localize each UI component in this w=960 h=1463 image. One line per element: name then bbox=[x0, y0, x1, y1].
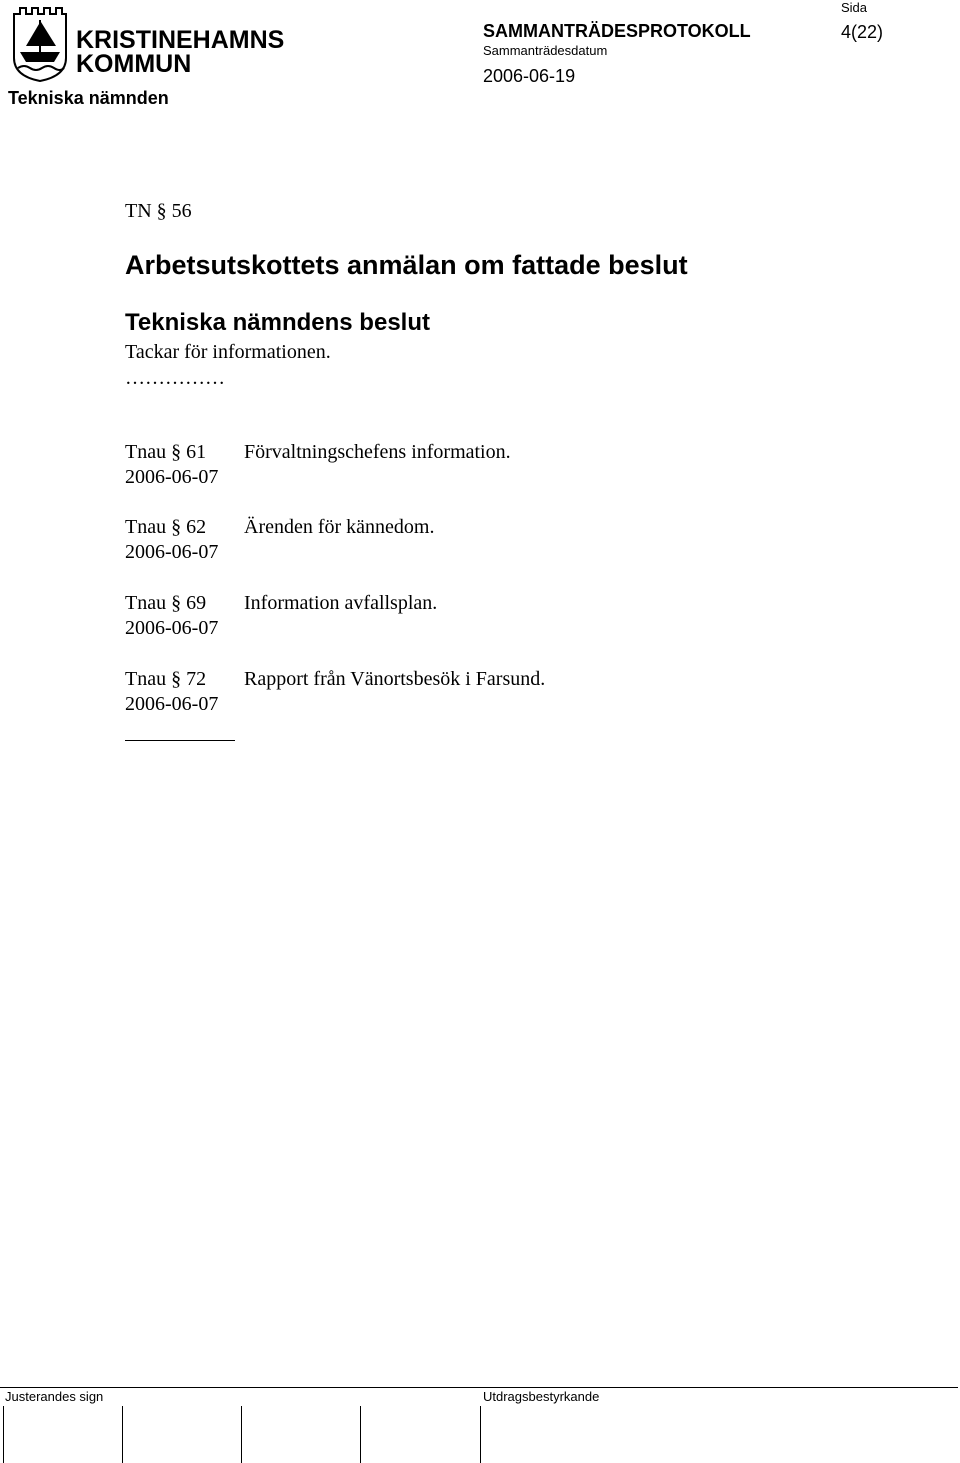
signature-box-divider bbox=[3, 1406, 4, 1463]
section-end-rule bbox=[125, 740, 235, 741]
item-description: Information avfallsplan. bbox=[244, 592, 438, 614]
item-description: Rapport från Vänortsbesök i Farsund. bbox=[244, 668, 546, 690]
item-date: 2006-06-07 bbox=[125, 693, 219, 715]
signature-box-divider bbox=[241, 1406, 242, 1463]
item-reference: Tnau § 69 bbox=[125, 592, 207, 614]
coat-of-arms-icon bbox=[12, 6, 285, 82]
item-date: 2006-06-07 bbox=[125, 466, 219, 488]
item-reference: Tnau § 62 bbox=[125, 516, 207, 538]
dotted-separator: …………… bbox=[125, 367, 225, 389]
municipality-logo bbox=[12, 6, 285, 82]
footer-divider bbox=[0, 1387, 958, 1388]
certification-box-divider bbox=[480, 1406, 481, 1463]
decision-heading: Tekniska nämndens beslut bbox=[125, 309, 430, 336]
section-heading: Arbetsutskottets anmälan om fattade beslut bbox=[125, 250, 688, 280]
decision-text: Tackar för informationen. bbox=[125, 341, 331, 363]
logo-wordmark-line2: KOMMUN bbox=[76, 50, 192, 78]
signature-box-divider bbox=[122, 1406, 123, 1463]
item-reference: Tnau § 72 bbox=[125, 668, 207, 690]
item-description: Ärenden för kännedom. bbox=[244, 516, 435, 538]
page-label: Sida bbox=[841, 0, 868, 15]
item-reference: Tnau § 61 bbox=[125, 441, 207, 463]
logo-wordmark-line1: KRISTINEHAMNS bbox=[76, 26, 285, 54]
item-description: Förvaltningschefens information. bbox=[244, 441, 511, 463]
paragraph-reference: TN § 56 bbox=[125, 200, 192, 222]
committee-name: Tekniska nämnden bbox=[8, 88, 169, 108]
item-date: 2006-06-07 bbox=[125, 541, 219, 563]
signature-label: Justerandes sign bbox=[5, 1389, 104, 1404]
meeting-date-label: Sammanträdesdatum bbox=[483, 43, 608, 58]
signature-box-divider bbox=[360, 1406, 361, 1463]
page-number: 4(22) bbox=[841, 22, 884, 42]
item-date: 2006-06-07 bbox=[125, 617, 219, 639]
meeting-date: 2006-06-19 bbox=[483, 66, 576, 86]
document-type: SAMMANTRÄDESPROTOKOLL bbox=[483, 21, 751, 41]
certification-label: Utdragsbestyrkande bbox=[483, 1389, 600, 1404]
